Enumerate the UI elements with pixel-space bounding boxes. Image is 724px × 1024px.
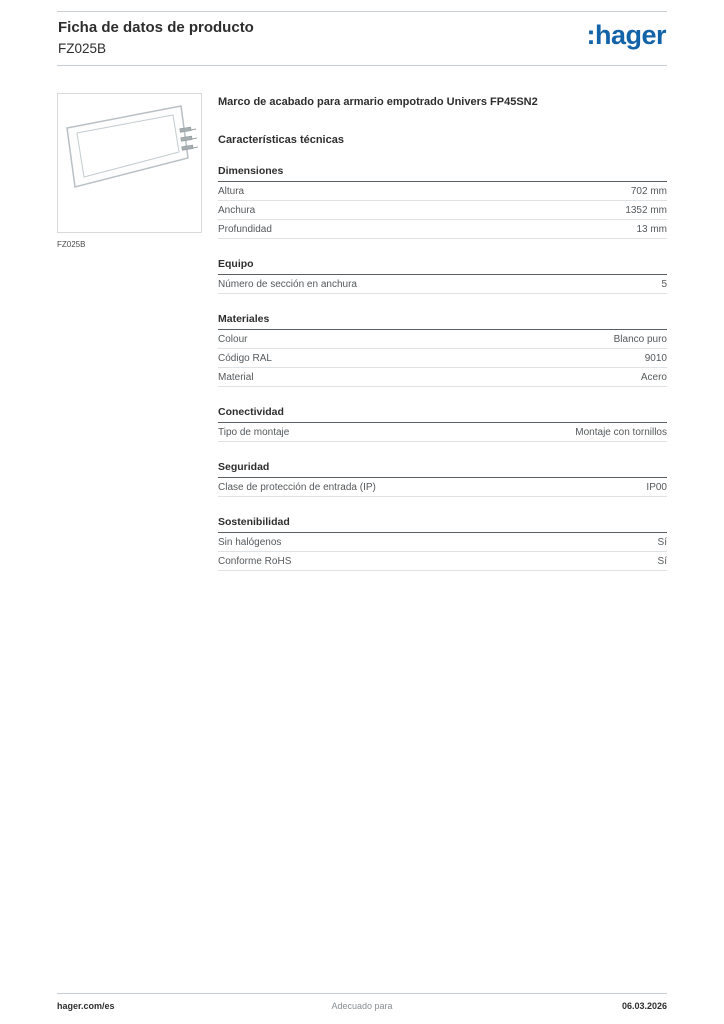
spec-section-dimensiones xyxy=(218,165,667,239)
spec-section-title: Conectividad xyxy=(218,406,667,423)
spec-label: Altura xyxy=(218,186,245,198)
spec-label: Clase de protección de entrada (IP) xyxy=(218,482,376,494)
page-title: Ficha de datos de producto xyxy=(58,19,254,36)
spec-section-seguridad xyxy=(218,461,667,497)
spec-value: Sí xyxy=(657,537,667,549)
tech-characteristics-heading: Características técnicas xyxy=(218,134,344,147)
spec-section-title: Seguridad xyxy=(218,461,667,478)
spec-label: Código RAL xyxy=(218,353,272,365)
product-code: FZ025B xyxy=(58,40,107,56)
header-bottom-rule xyxy=(57,65,667,66)
spec-label: Anchura xyxy=(218,205,256,217)
spec-row xyxy=(218,349,667,368)
spec-row xyxy=(218,423,667,442)
main-content xyxy=(57,93,667,571)
spec-section-title: Equipo xyxy=(218,258,667,275)
footer-website: hager.com/es xyxy=(57,1001,115,1011)
spec-label: Material xyxy=(218,372,254,384)
spec-label: Tipo de montaje xyxy=(218,427,290,439)
spec-label: Sin halógenos xyxy=(218,537,282,549)
spec-label: Número de sección en anchura xyxy=(218,279,357,291)
product-image-column xyxy=(57,93,202,571)
spec-value: Sí xyxy=(657,556,667,568)
spec-value: Acero xyxy=(640,372,667,384)
spec-section-equipo xyxy=(218,258,667,294)
spec-value: Montaje con tornillos xyxy=(575,427,667,439)
spec-row xyxy=(218,552,667,571)
spec-value: 13 mm xyxy=(636,224,667,236)
spec-label: Conforme RoHS xyxy=(218,556,292,568)
spec-row xyxy=(218,330,667,349)
spec-row xyxy=(218,220,667,239)
spec-value: 1352 mm xyxy=(625,205,667,217)
header-text-block xyxy=(58,19,254,56)
spec-section-title: Materiales xyxy=(218,313,667,330)
footer-date: 06.03.2026 xyxy=(621,1001,667,1011)
footer xyxy=(57,993,667,1011)
spec-row xyxy=(218,275,667,294)
spec-section-sostenibilidad xyxy=(218,516,667,571)
specs-column xyxy=(218,93,667,571)
spec-label: Profundidad xyxy=(218,224,272,236)
spec-section-title: Dimensiones xyxy=(218,165,667,182)
spec-value: 702 mm xyxy=(630,186,667,198)
spec-row xyxy=(218,368,667,387)
product-name: Marco de acabado para armario empotrado Univers FP45SN2 xyxy=(218,95,538,108)
spec-row xyxy=(218,533,667,552)
spec-value: 5 xyxy=(661,279,667,291)
spec-row xyxy=(218,478,667,497)
product-frame-drawing-icon xyxy=(58,94,201,232)
product-image xyxy=(57,93,202,233)
spec-value: IP00 xyxy=(646,482,667,494)
header xyxy=(57,0,667,66)
spec-label: Colour xyxy=(218,334,248,346)
spec-row xyxy=(218,201,667,220)
footer-suitable-for: Adecuado para xyxy=(331,1001,393,1011)
spec-value: Blanco puro xyxy=(613,334,667,346)
spec-row xyxy=(218,182,667,201)
hager-logo: :hager xyxy=(586,20,666,50)
spec-value: 9010 xyxy=(644,353,667,365)
product-image-caption: FZ025B xyxy=(57,239,86,249)
spec-section-title: Sostenibilidad xyxy=(218,516,667,533)
spec-section-materiales xyxy=(218,313,667,387)
spec-section-conectividad xyxy=(218,406,667,442)
